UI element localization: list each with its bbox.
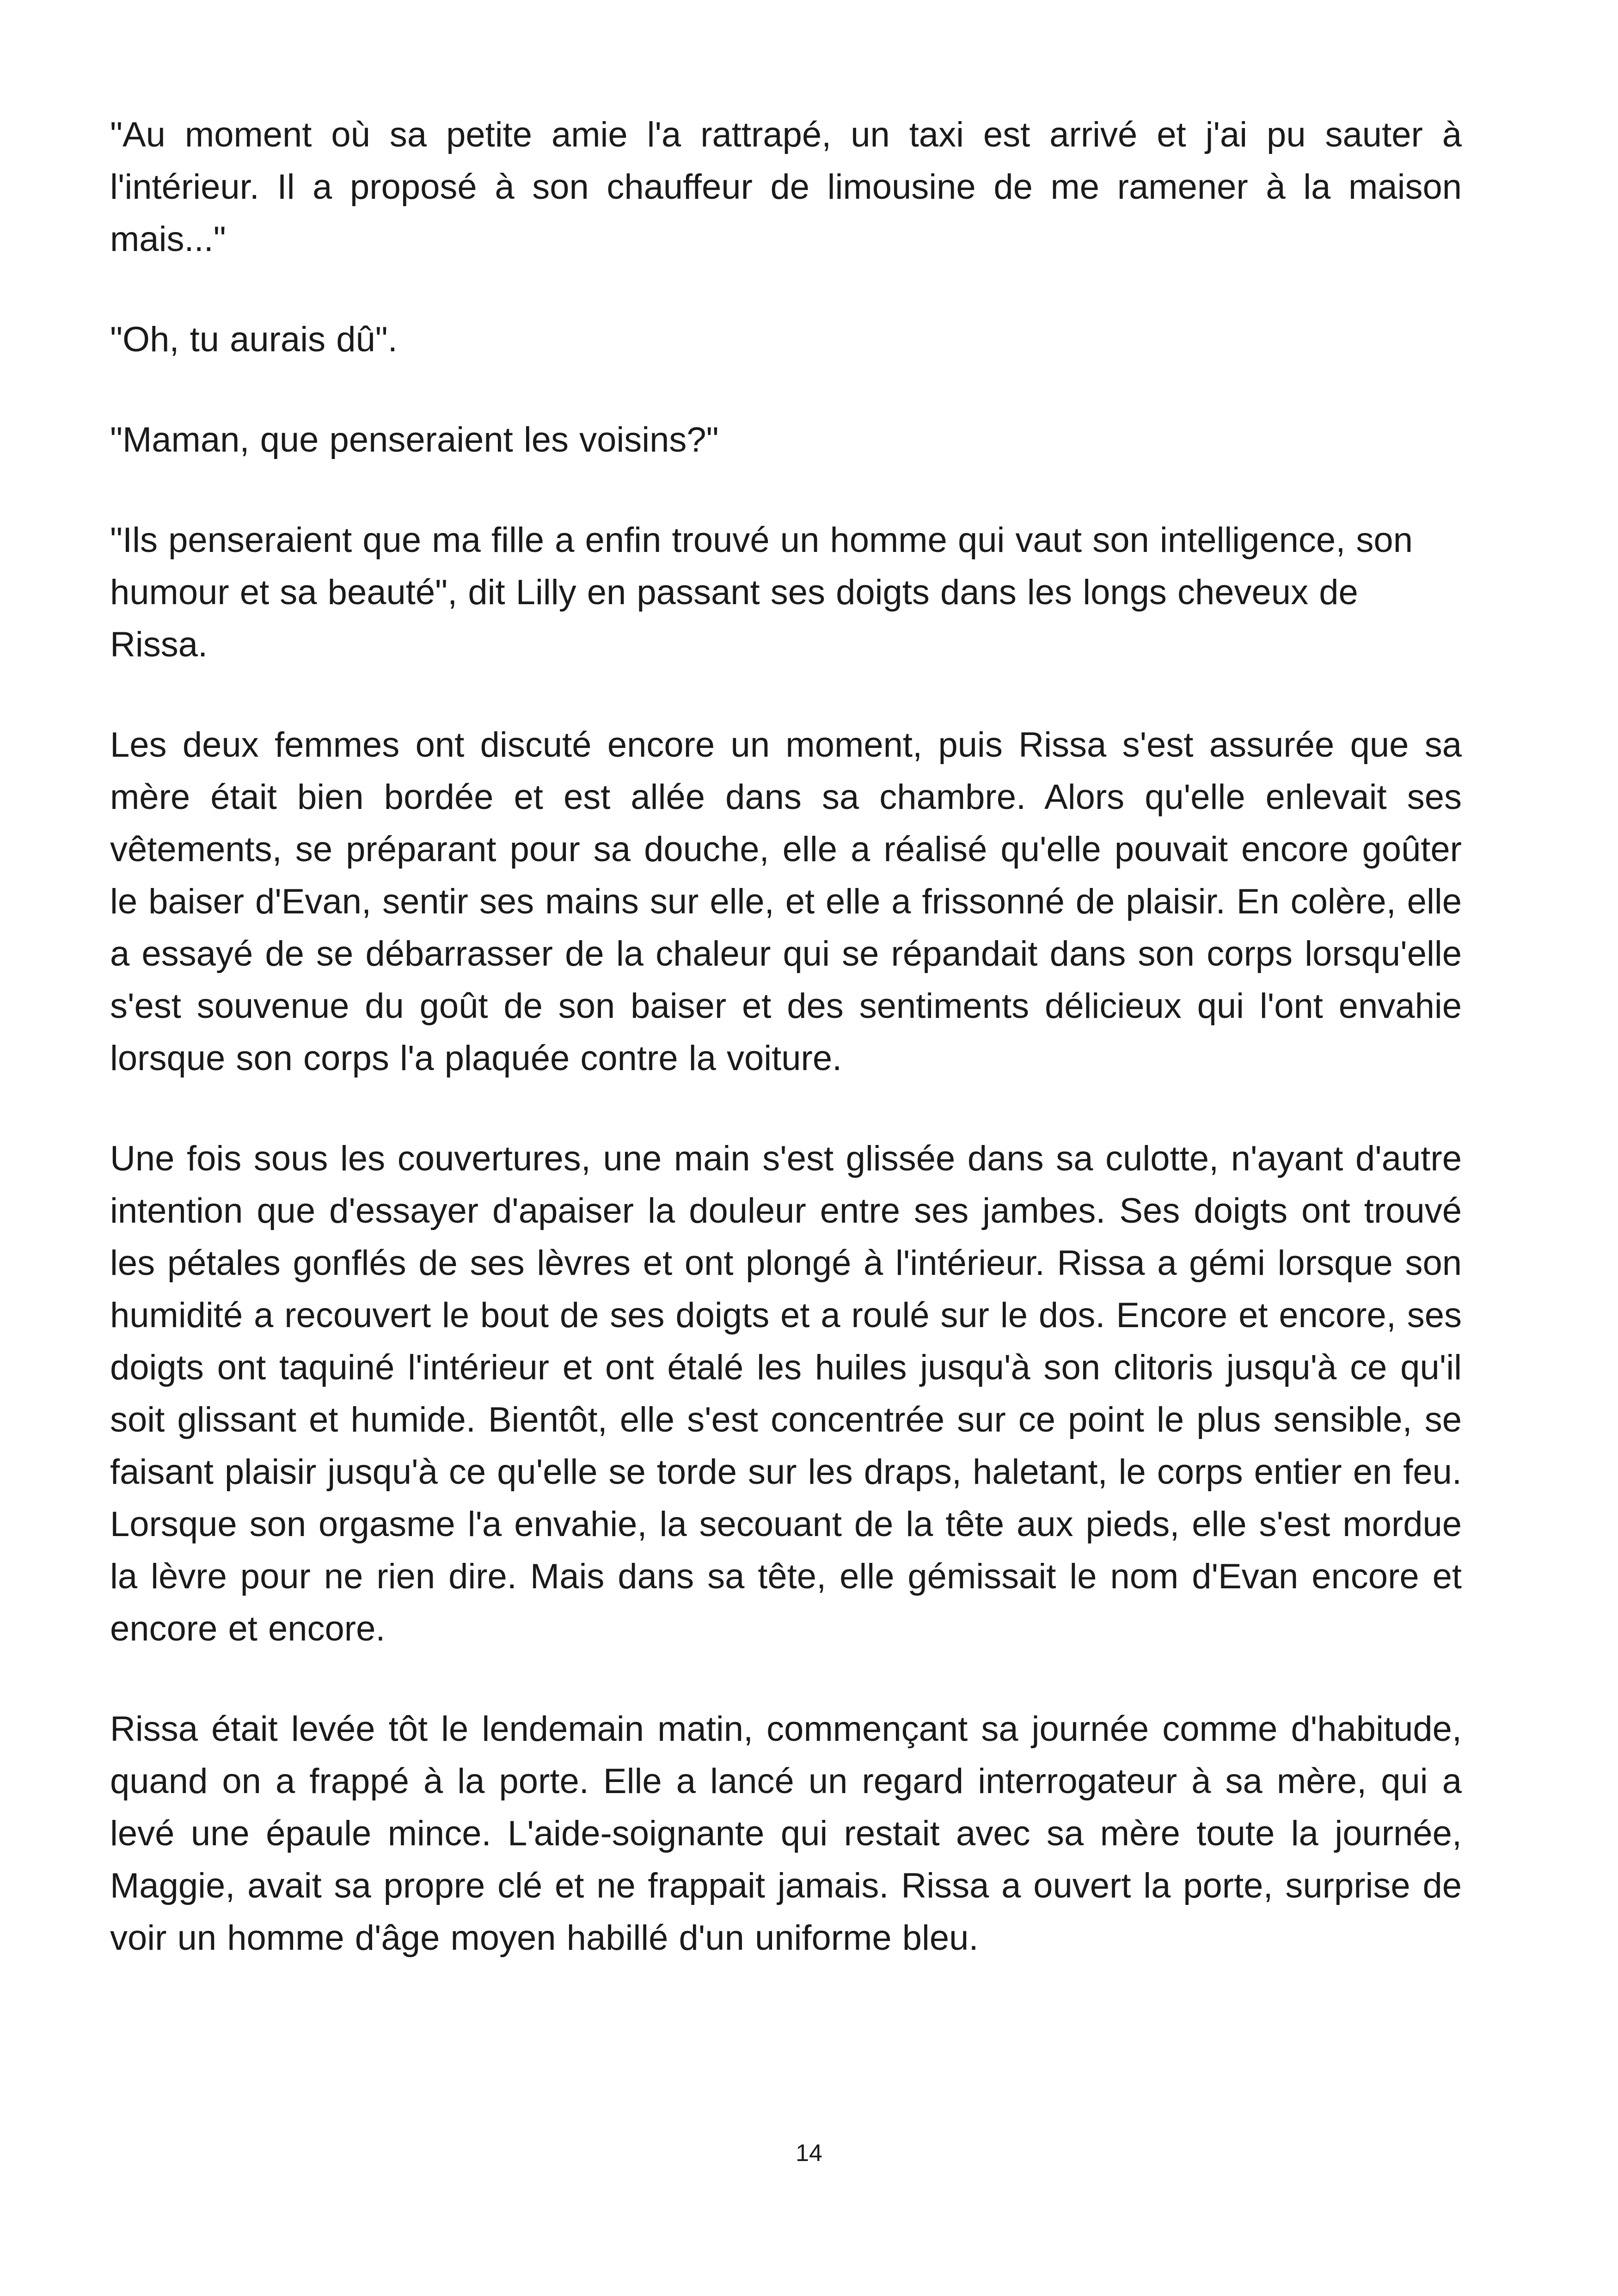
paragraph-lendemain: Rissa était levée tôt le lendemain matin, commençant sa journée comme d'habitude, quand on a frappé à la porte. Elle a lancé un regard interrogateur à sa mère, qui a levé une épaule mince. L'aide-soignante qui restait avec sa mère toute la journée, Maggie, avait sa propre clé et ne frappait jamais. Rissa a ouvert la porte, surprise de voir un homme d'âge moyen habillé d'un uniforme bleu. <box>110 1709 1462 1958</box>
paragraph-couvertures: Une fois sous les couvertures, une main s'est glissée dans sa culotte, n'ayant d'autre intention que d'essayer d'apaiser la douleur entre ses jambes. Ses doigts ont trouvé les pétales gonflés de ses lèvres et ont plongé à l'intérieur. Rissa a gémi lorsque son humidité a recouvert le bout de ses doigts et a roulé sur le dos. Encore et encore, ses doigts ont taquiné l'intérieur et ont étalé les huiles jusqu'à son clitoris jusqu'à ce qu'il soit glissant et humide. Bientôt, elle s'est concentrée sur ce point le plus sensible, se faisant plaisir jusqu'à ce qu'elle se torde sur les draps, haletant, le corps entier en feu. Lorsque son orgasme l'a envahie, la secouant de la tête aux pieds, elle s'est mordue la lèvre pour ne rien dire. Mais dans sa tête, elle gémissait le nom d'Evan encore et encore et encore. <box>110 1139 1462 1648</box>
paragraph-lilly: "Ils penseraient que ma fille a enfin trouvé un homme qui vaut son intelligence, son humour et sa beauté", dit Lilly en passant ses doigts dans les longs cheveux de Rissa. <box>110 520 1413 664</box>
page-number: 14 <box>796 2140 822 2167</box>
paragraph-voisins: "Maman, que penseraient les voisins?" <box>110 420 719 459</box>
paragraph-deux-femmes: Les deux femmes ont discuté encore un moment, puis Rissa s'est assurée que sa mère était bien bordée et est allée dans sa chambre. Alors qu'elle enlevait ses vêtements, se préparant pour sa douche, elle a réalisé qu'elle pouvait encore goûter le baiser d'Evan, sentir ses mains sur elle, et elle a frissonné de plaisir. En colère, elle a essayé de se débarrasser de la chaleur qui se répandait dans son corps lorsqu'elle s'est souvenue du goût de son baiser et des sentiments délicieux qui l'ont envahie lorsque son corps l'a plaquée contre la voiture. <box>110 725 1462 1078</box>
paragraph-tu-aurais-du: "Oh, tu aurais dû". <box>110 320 398 359</box>
paragraph-taxi: "Au moment où sa petite amie l'a rattrapé, un taxi est arrivé et j'ai pu sauter à l'intérieur. Il a proposé à son chauffeur de limousine de me ramener à la maison mais..." <box>110 115 1462 259</box>
body-text <box>110 109 1462 2012</box>
